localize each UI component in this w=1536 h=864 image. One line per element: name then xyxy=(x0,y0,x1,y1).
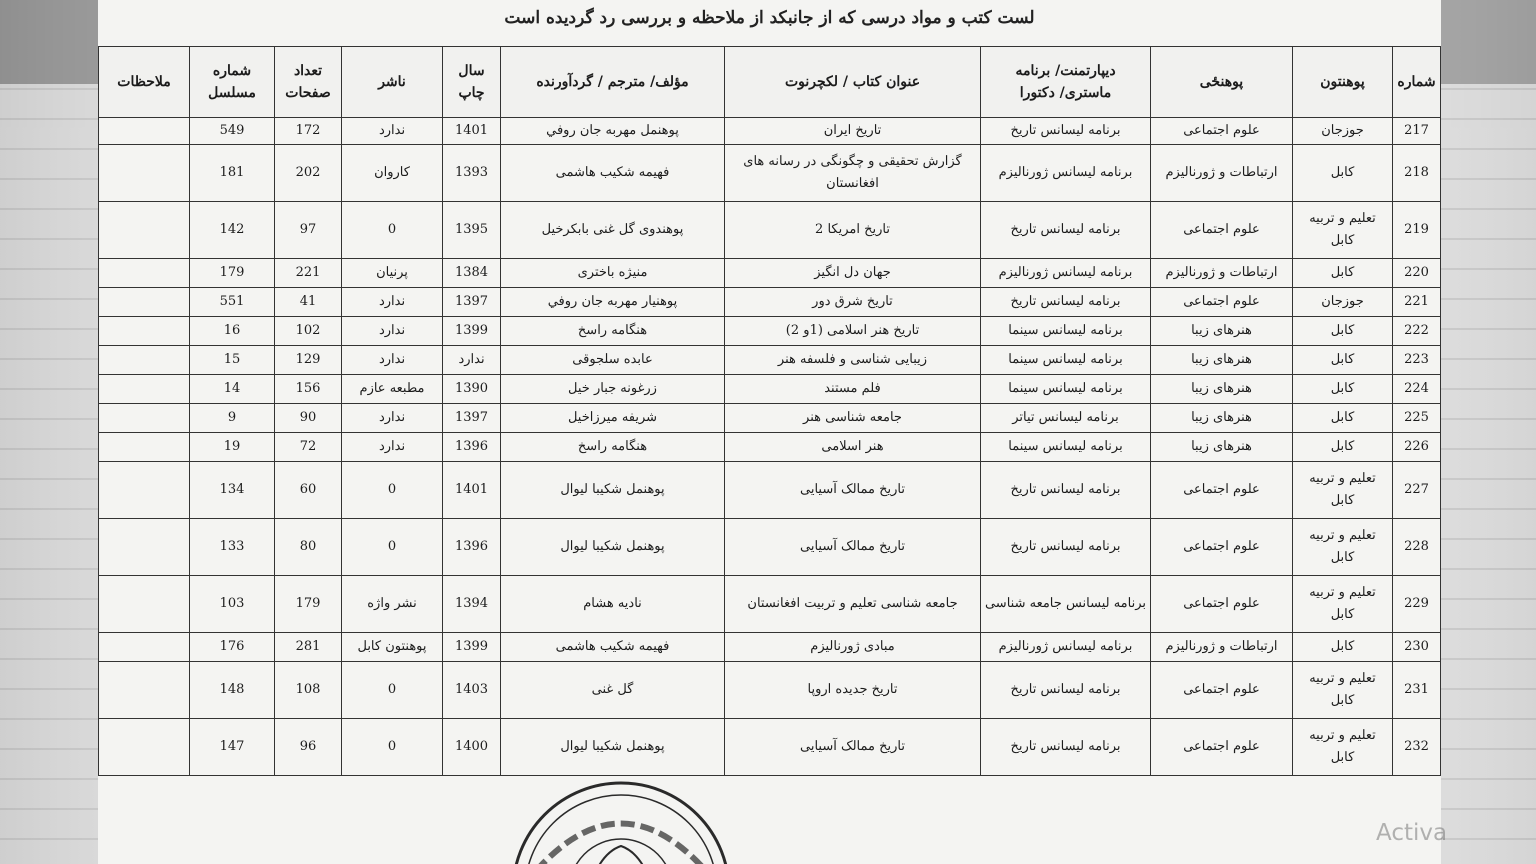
cell-faculty: علوم اجتماعی xyxy=(1151,576,1293,633)
header-serial-line1: شماره xyxy=(212,63,252,79)
cell-university-line1: جوزجان xyxy=(1321,123,1364,138)
cell-publisher: 0 xyxy=(342,719,443,776)
cell-number: 227 xyxy=(1393,462,1441,519)
cell-faculty: ارتباطات و ژورنالیزم xyxy=(1151,259,1293,288)
table-row xyxy=(99,719,1441,776)
cell-remarks xyxy=(99,404,190,433)
table-row xyxy=(99,317,1441,346)
cell-pages: 108 xyxy=(275,662,342,719)
cell-author: پوهندوی گل غنی بابکرخیل xyxy=(501,202,725,259)
cell-year: 1396 xyxy=(443,519,501,576)
cell-year: 1397 xyxy=(443,288,501,317)
cell-department: برنامه لیسانس سینما xyxy=(981,317,1151,346)
document-title: لست کتب و مواد درسی که از جانبکد از ملاحظه و بررسی رد گردیده است xyxy=(504,8,1035,28)
cell-serial: 549 xyxy=(190,118,275,145)
cell-university-line2: کابل xyxy=(1330,233,1355,248)
cell-title-line1: زیبایی شناسی و فلسفه هنر xyxy=(777,352,928,367)
books-table xyxy=(98,46,1441,776)
cell-remarks xyxy=(99,259,190,288)
cell-title-line1: فلم مستند xyxy=(824,381,881,396)
cell-university-line1: تعلیم و تربیه xyxy=(1309,471,1376,486)
table-body xyxy=(99,118,1441,776)
cell-university xyxy=(1293,346,1393,375)
cell-serial: 179 xyxy=(190,259,275,288)
document-page xyxy=(98,0,1441,864)
header-remarks: ملاحظات xyxy=(99,47,190,118)
seal-lettering-arc xyxy=(536,824,706,864)
cell-remarks xyxy=(99,145,190,202)
header-number: شماره xyxy=(1393,47,1441,118)
cell-pages: 129 xyxy=(275,346,342,375)
cell-publisher: 0 xyxy=(342,462,443,519)
blurred-header-right xyxy=(1441,0,1536,84)
cell-year: 1390 xyxy=(443,375,501,404)
cell-pages: 179 xyxy=(275,576,342,633)
cell-author: منیژه باختری xyxy=(501,259,725,288)
cell-department: برنامه لیسانس تاریخ xyxy=(981,662,1151,719)
cell-year: 1384 xyxy=(443,259,501,288)
cell-title-line1: مبادی ژورنالیزم xyxy=(810,639,895,654)
blurred-background-left xyxy=(0,0,98,864)
cell-department: برنامه لیسانس سینما xyxy=(981,433,1151,462)
cell-author: عابده سلجوقی xyxy=(501,346,725,375)
cell-publisher: 0 xyxy=(342,519,443,576)
header-department-line2: ماستری/ دکتورا xyxy=(1019,85,1112,101)
cell-pages: 72 xyxy=(275,433,342,462)
cell-publisher: ندارد xyxy=(342,346,443,375)
cell-publisher: نشر واژه xyxy=(342,576,443,633)
cell-university xyxy=(1293,576,1393,633)
cell-faculty: هنرهای زیبا xyxy=(1151,404,1293,433)
cell-pages: 96 xyxy=(275,719,342,776)
cell-university xyxy=(1293,259,1393,288)
cell-remarks xyxy=(99,202,190,259)
cell-university-line1: کابل xyxy=(1330,352,1355,367)
activation-watermark: Activa xyxy=(1376,820,1448,846)
cell-year: 1401 xyxy=(443,462,501,519)
header-year-line2: چاپ xyxy=(458,85,485,101)
cell-year: 1394 xyxy=(443,576,501,633)
cell-number: 229 xyxy=(1393,576,1441,633)
cell-university-line1: کابل xyxy=(1330,439,1355,454)
blurred-background-right xyxy=(1441,0,1536,864)
cell-faculty: علوم اجتماعی xyxy=(1151,118,1293,145)
cell-title xyxy=(725,346,981,375)
cell-department: برنامه لیسانس تاریخ xyxy=(981,519,1151,576)
header-author: مؤلف/ مترجم / گردآورنده xyxy=(501,47,725,118)
header-department-line1: دیپارتمنت/ برنامه xyxy=(1015,63,1116,79)
cell-year: 1393 xyxy=(443,145,501,202)
table-row xyxy=(99,346,1441,375)
cell-university-line1: جوزجان xyxy=(1321,294,1364,309)
cell-department: برنامه لیسانس تیاتر xyxy=(981,404,1151,433)
cell-pages: 41 xyxy=(275,288,342,317)
cell-publisher: کاروان xyxy=(342,145,443,202)
cell-university xyxy=(1293,145,1393,202)
cell-publisher: مطبعه عازم xyxy=(342,375,443,404)
cell-number: 219 xyxy=(1393,202,1441,259)
cell-faculty: ارتباطات و ژورنالیزم xyxy=(1151,145,1293,202)
cell-title xyxy=(725,719,981,776)
cell-author: پوهنمل شکیبا لیوال xyxy=(501,719,725,776)
table-row xyxy=(99,576,1441,633)
cell-title xyxy=(725,662,981,719)
cell-author: هنگامه راسخ xyxy=(501,317,725,346)
cell-year: 1401 xyxy=(443,118,501,145)
header-pages-line1: تعداد xyxy=(293,63,323,79)
cell-serial: 9 xyxy=(190,404,275,433)
cell-year: 1403 xyxy=(443,662,501,719)
cell-author: پوهنمل مهربه جان روفي xyxy=(501,118,725,145)
cell-remarks xyxy=(99,433,190,462)
header-publisher: ناشر xyxy=(342,47,443,118)
cell-university-line1: کابل xyxy=(1330,323,1355,338)
cell-author: پوهنیار مهربه جان روفي xyxy=(501,288,725,317)
cell-publisher: 0 xyxy=(342,662,443,719)
cell-faculty: علوم اجتماعی xyxy=(1151,288,1293,317)
cell-publisher: پوهنتون کابل xyxy=(342,633,443,662)
cell-faculty: ارتباطات و ژورنالیزم xyxy=(1151,633,1293,662)
cell-title xyxy=(725,519,981,576)
cell-pages: 97 xyxy=(275,202,342,259)
cell-remarks xyxy=(99,317,190,346)
cell-number: 223 xyxy=(1393,346,1441,375)
cell-title-line1: تاریخ شرق دور xyxy=(812,294,893,309)
cell-number: 220 xyxy=(1393,259,1441,288)
cell-faculty: علوم اجتماعی xyxy=(1151,519,1293,576)
cell-serial: 19 xyxy=(190,433,275,462)
cell-serial: 181 xyxy=(190,145,275,202)
cell-title-line1: هنر اسلامی xyxy=(821,439,884,454)
cell-title-line1: جهان دل انگیز xyxy=(814,265,891,280)
cell-remarks xyxy=(99,719,190,776)
cell-university-line1: کابل xyxy=(1330,410,1355,425)
cell-author: شریفه میرزاخیل xyxy=(501,404,725,433)
cell-author: پوهنمل شکیبا لیوال xyxy=(501,519,725,576)
cell-pages: 80 xyxy=(275,519,342,576)
cell-number: 231 xyxy=(1393,662,1441,719)
cell-number: 228 xyxy=(1393,519,1441,576)
cell-university xyxy=(1293,317,1393,346)
header-book-title: عنوان کتاب / لکچرنوت xyxy=(725,47,981,118)
cell-author: پوهنمل شکیبا لیوال xyxy=(501,462,725,519)
cell-faculty: علوم اجتماعی xyxy=(1151,719,1293,776)
cell-pages: 102 xyxy=(275,317,342,346)
cell-faculty: علوم اجتماعی xyxy=(1151,202,1293,259)
cell-remarks xyxy=(99,576,190,633)
cell-title-line1: تاریخ ممالک آسیایی xyxy=(799,539,905,554)
table-row xyxy=(99,662,1441,719)
cell-author: هنگامه راسخ xyxy=(501,433,725,462)
table-row xyxy=(99,288,1441,317)
header-year xyxy=(443,47,501,118)
cell-pages: 90 xyxy=(275,404,342,433)
cell-publisher: پرنیان xyxy=(342,259,443,288)
cell-author: گل غنی xyxy=(501,662,725,719)
cell-number: 226 xyxy=(1393,433,1441,462)
cell-university-line1: کابل xyxy=(1330,165,1355,180)
cell-title xyxy=(725,259,981,288)
blurred-header-left xyxy=(0,0,98,84)
cell-university-line2: کابل xyxy=(1330,607,1355,622)
table-row xyxy=(99,462,1441,519)
cell-university xyxy=(1293,288,1393,317)
cell-remarks xyxy=(99,462,190,519)
cell-title-line1: جامعه شناسی هنر xyxy=(803,410,902,425)
cell-university xyxy=(1293,633,1393,662)
cell-university xyxy=(1293,433,1393,462)
cell-department: برنامه لیسانس سینما xyxy=(981,375,1151,404)
cell-remarks xyxy=(99,519,190,576)
cell-serial: 133 xyxy=(190,519,275,576)
header-serial-line2: مسلسل xyxy=(208,85,256,101)
cell-pages: 202 xyxy=(275,145,342,202)
cell-serial: 134 xyxy=(190,462,275,519)
cell-serial: 15 xyxy=(190,346,275,375)
cell-year: 1395 xyxy=(443,202,501,259)
cell-university xyxy=(1293,118,1393,145)
cell-university-line1: کابل xyxy=(1330,265,1355,280)
header-department xyxy=(981,47,1151,118)
seal-inner-ring xyxy=(569,839,673,864)
cell-year: 1400 xyxy=(443,719,501,776)
cell-title-line1: تاریخ ممالک آسیایی xyxy=(799,482,905,497)
cell-university-line2: کابل xyxy=(1330,550,1355,565)
cell-number: 217 xyxy=(1393,118,1441,145)
table-row xyxy=(99,259,1441,288)
cell-remarks xyxy=(99,288,190,317)
table-row xyxy=(99,145,1441,202)
cell-university-line2: کابل xyxy=(1330,493,1355,508)
cell-number: 232 xyxy=(1393,719,1441,776)
cell-author: زرغونه جبار خیل xyxy=(501,375,725,404)
official-seal xyxy=(506,776,736,864)
cell-title-line1: تاریخ ممالک آسیایی xyxy=(799,739,905,754)
cell-title-line2: افغانستان xyxy=(826,176,879,191)
header-pages xyxy=(275,47,342,118)
cell-title xyxy=(725,375,981,404)
cell-title xyxy=(725,118,981,145)
cell-pages: 281 xyxy=(275,633,342,662)
cell-serial: 103 xyxy=(190,576,275,633)
cell-university-line1: کابل xyxy=(1330,381,1355,396)
cell-serial: 16 xyxy=(190,317,275,346)
cell-pages: 221 xyxy=(275,259,342,288)
cell-year: 1399 xyxy=(443,317,501,346)
cell-serial: 147 xyxy=(190,719,275,776)
cell-year: ندارد xyxy=(443,346,501,375)
cell-university-line1: تعلیم و تربیه xyxy=(1309,211,1376,226)
cell-number: 221 xyxy=(1393,288,1441,317)
cell-title xyxy=(725,404,981,433)
cell-title-line1: تاریخ ایران xyxy=(823,123,882,138)
table-row xyxy=(99,375,1441,404)
cell-remarks xyxy=(99,118,190,145)
cell-pages: 60 xyxy=(275,462,342,519)
cell-publisher: ندارد xyxy=(342,317,443,346)
cell-title-line1: جامعه شناسی تعلیم و تربیت افغانستان xyxy=(747,596,958,611)
header-university: پوهنتون xyxy=(1293,47,1393,118)
cell-university-line1: تعلیم و تربیه xyxy=(1309,728,1376,743)
cell-title-line1: گزارش تحقیقی و چگونگی در رسانه های xyxy=(743,154,962,169)
cell-number: 218 xyxy=(1393,145,1441,202)
table-row xyxy=(99,433,1441,462)
cell-university xyxy=(1293,719,1393,776)
cell-university xyxy=(1293,462,1393,519)
cell-number: 225 xyxy=(1393,404,1441,433)
cell-university-line1: کابل xyxy=(1330,639,1355,654)
cell-title xyxy=(725,288,981,317)
cell-number: 224 xyxy=(1393,375,1441,404)
table-row xyxy=(99,202,1441,259)
cell-title xyxy=(725,433,981,462)
cell-university-line1: تعلیم و تربیه xyxy=(1309,528,1376,543)
cell-author: نادیه هشام xyxy=(501,576,725,633)
table-row xyxy=(99,404,1441,433)
cell-faculty: علوم اجتماعی xyxy=(1151,462,1293,519)
cell-title xyxy=(725,462,981,519)
cell-faculty: هنرهای زیبا xyxy=(1151,375,1293,404)
cell-publisher: ندارد xyxy=(342,433,443,462)
cell-university xyxy=(1293,404,1393,433)
cell-number: 222 xyxy=(1393,317,1441,346)
cell-faculty: هنرهای زیبا xyxy=(1151,317,1293,346)
cell-university-line2: کابل xyxy=(1330,693,1355,708)
cell-title xyxy=(725,317,981,346)
cell-pages: 156 xyxy=(275,375,342,404)
seal-emblem-icon xyxy=(596,846,646,864)
cell-publisher: 0 xyxy=(342,202,443,259)
cell-title-line1: تاریخ امریکا 2 xyxy=(815,222,890,237)
cell-serial: 14 xyxy=(190,375,275,404)
table-row xyxy=(99,519,1441,576)
cell-year: 1399 xyxy=(443,633,501,662)
cell-department: برنامه لیسانس ژورنالیزم xyxy=(981,633,1151,662)
cell-department: برنامه لیسانس تاریخ xyxy=(981,719,1151,776)
header-pages-line2: صفحات xyxy=(285,85,331,101)
cell-university-line1: تعلیم و تربیه xyxy=(1309,585,1376,600)
cell-remarks xyxy=(99,633,190,662)
cell-faculty: هنرهای زیبا xyxy=(1151,433,1293,462)
header-faculty: پوهنځی xyxy=(1151,47,1293,118)
cell-remarks xyxy=(99,375,190,404)
cell-faculty: هنرهای زیبا xyxy=(1151,346,1293,375)
cell-publisher: ندارد xyxy=(342,288,443,317)
header-serial xyxy=(190,47,275,118)
cell-university-line2: کابل xyxy=(1330,750,1355,765)
cell-department: برنامه لیسانس ژورنالیزم xyxy=(981,145,1151,202)
cell-university xyxy=(1293,519,1393,576)
table-row xyxy=(99,633,1441,662)
cell-department: برنامه لیسانس تاریخ xyxy=(981,288,1151,317)
cell-year: 1396 xyxy=(443,433,501,462)
cell-title xyxy=(725,576,981,633)
cell-pages: 172 xyxy=(275,118,342,145)
cell-university-line1: تعلیم و تربیه xyxy=(1309,671,1376,686)
cell-department: برنامه لیسانس تاریخ xyxy=(981,118,1151,145)
cell-title-line1: تاریخ هنر اسلامی (1و 2) xyxy=(785,323,920,338)
cell-department: برنامه لیسانس جامعه شناسی xyxy=(981,576,1151,633)
table-header-row xyxy=(99,47,1441,118)
cell-publisher: ندارد xyxy=(342,118,443,145)
cell-title xyxy=(725,202,981,259)
cell-remarks xyxy=(99,346,190,375)
cell-department: برنامه لیسانس سینما xyxy=(981,346,1151,375)
cell-serial: 551 xyxy=(190,288,275,317)
cell-author: فهیمه شکیب هاشمی xyxy=(501,633,725,662)
table-row xyxy=(99,118,1441,145)
cell-department: برنامه لیسانس ژورنالیزم xyxy=(981,259,1151,288)
cell-author: فهیمه شکیب هاشمی xyxy=(501,145,725,202)
cell-number: 230 xyxy=(1393,633,1441,662)
cell-serial: 142 xyxy=(190,202,275,259)
cell-remarks xyxy=(99,662,190,719)
cell-department: برنامه لیسانس تاریخ xyxy=(981,202,1151,259)
cell-university xyxy=(1293,375,1393,404)
cell-faculty: علوم اجتماعی xyxy=(1151,662,1293,719)
cell-title-line1: تاریخ جدیده اروپا xyxy=(807,682,898,697)
cell-university xyxy=(1293,662,1393,719)
cell-serial: 148 xyxy=(190,662,275,719)
cell-department: برنامه لیسانس تاریخ xyxy=(981,462,1151,519)
cell-publisher: ندارد xyxy=(342,404,443,433)
cell-title xyxy=(725,633,981,662)
cell-serial: 176 xyxy=(190,633,275,662)
header-year-line1: سال xyxy=(458,63,485,79)
cell-title xyxy=(725,145,981,202)
cell-university xyxy=(1293,202,1393,259)
cell-year: 1397 xyxy=(443,404,501,433)
